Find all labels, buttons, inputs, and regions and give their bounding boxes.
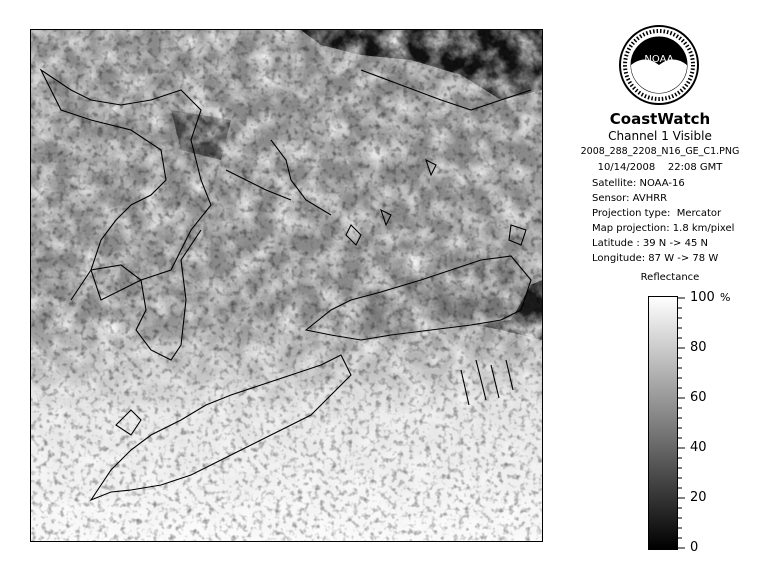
colorbar-ticks — [678, 296, 688, 550]
unit-label: % — [720, 291, 731, 304]
scale-title: Reflectance — [640, 272, 700, 283]
satellite-label: Satellite: NOAA-16 — [592, 178, 685, 189]
tick-label: 40 — [690, 440, 707, 455]
latitude-label: Latitude : 39 N -> 45 N — [592, 238, 708, 249]
noaa-logo-icon — [618, 24, 700, 106]
page-title: CoastWatch — [609, 110, 711, 128]
acquisition-datetime: 10/14/2008 22:08 GMT — [597, 162, 723, 173]
satellite-image — [31, 30, 542, 541]
tick-label: 60 — [690, 390, 707, 405]
noaa-emblem — [618, 24, 700, 106]
projection-type-label: Projection type: Mercator — [592, 208, 722, 219]
map-projection-label: Map projection: 1.8 km/pixel — [592, 223, 735, 234]
image-filename: 2008_288_2208_N16_GE_C1.PNG — [580, 146, 740, 157]
tick-label: 0 — [690, 540, 699, 555]
channel-subtitle: Channel 1 Visible — [608, 129, 712, 143]
sensor-label: Sensor: AVHRR — [592, 193, 668, 204]
longitude-label: Longitude: 87 W -> 78 W — [592, 253, 719, 264]
tick-label: 80 — [690, 340, 707, 355]
reflectance-colorbar — [648, 296, 678, 550]
dark-speckle — [31, 30, 542, 541]
logo-text: NOAA — [644, 54, 674, 65]
satellite-image-panel — [30, 29, 543, 542]
tick-label: 100 — [690, 290, 715, 305]
tick-label: 20 — [690, 490, 707, 505]
